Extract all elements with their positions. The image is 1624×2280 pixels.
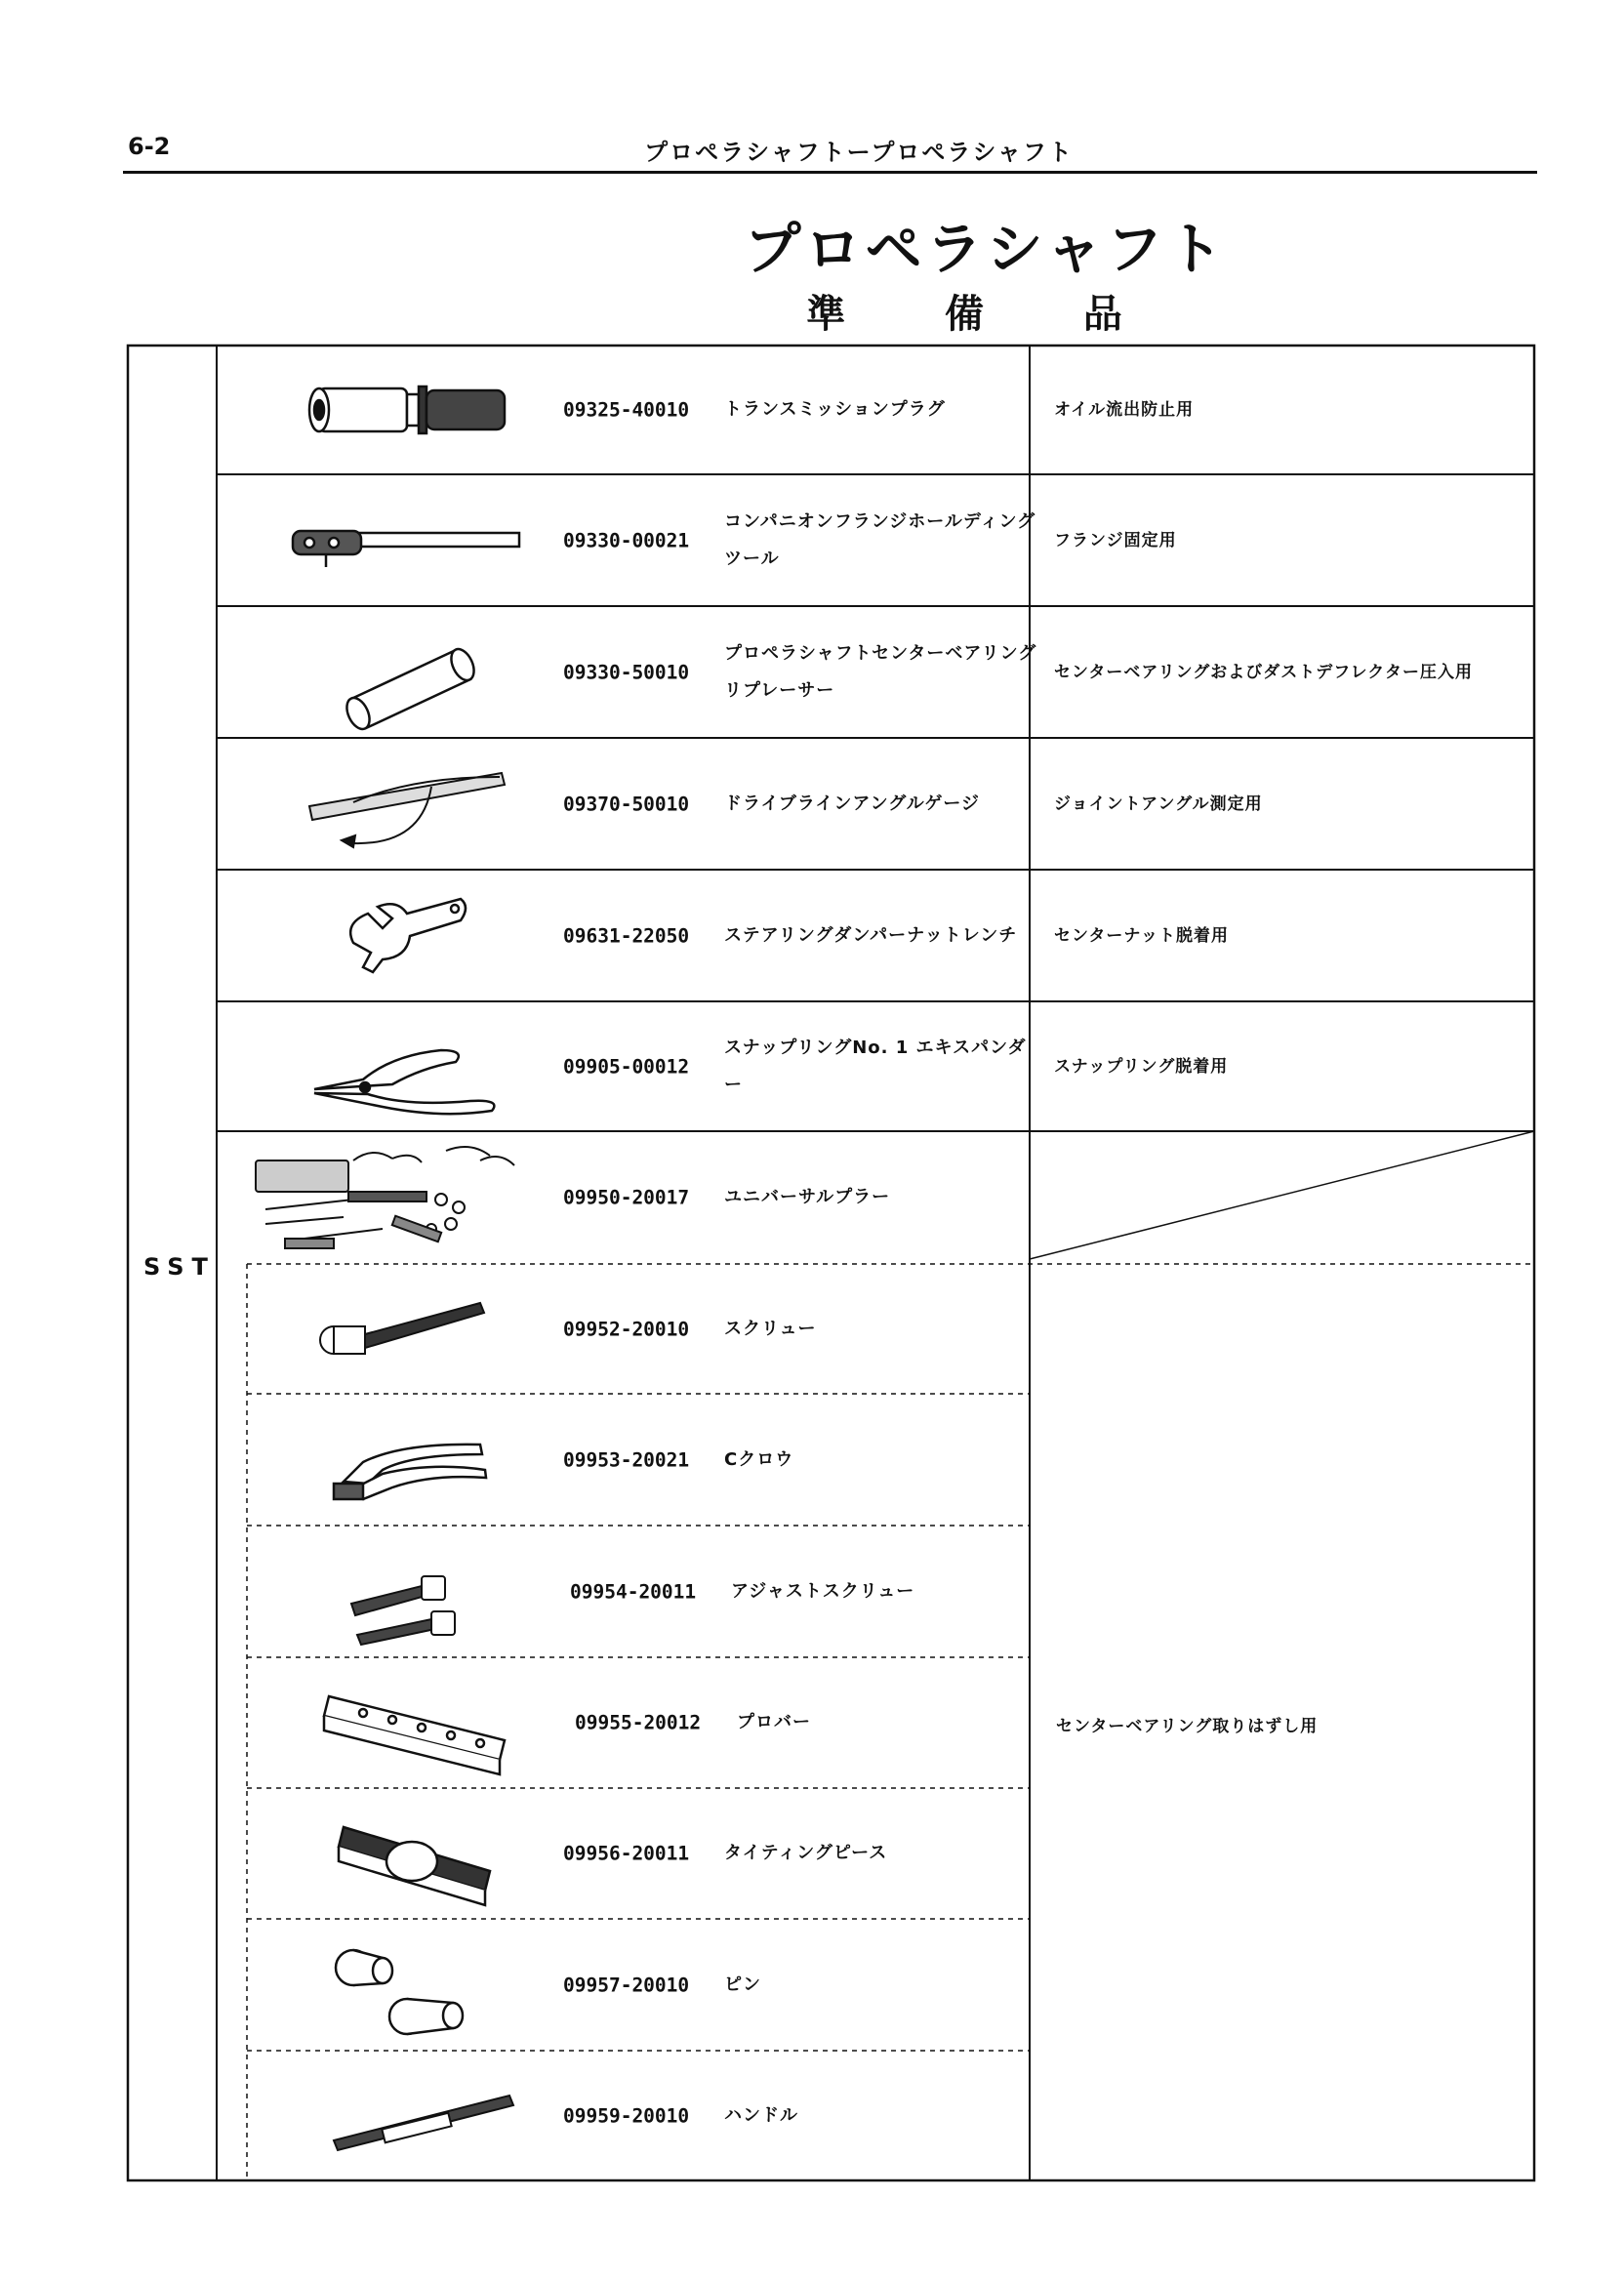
tool-name: プロバー bbox=[737, 1712, 811, 1732]
table-row bbox=[217, 1919, 1532, 2051]
part-number: 09959-20010 bbox=[563, 2104, 690, 2127]
part-number: 09330-50010 bbox=[563, 661, 690, 683]
screw-icon bbox=[236, 1264, 529, 1394]
adjust-screw-icon bbox=[236, 1526, 529, 1657]
tool-name: トランスミッションプラグ bbox=[724, 399, 946, 420]
tool-use: センターナット脱着用 bbox=[1054, 925, 1229, 946]
bearing-replacer-icon bbox=[236, 606, 529, 738]
tool-name: ドライブラインアングルゲージ bbox=[724, 793, 981, 814]
tool-name: ピン bbox=[724, 1974, 761, 1995]
table-row bbox=[217, 1264, 1532, 1394]
part-number: 09950-20017 bbox=[563, 1186, 690, 1209]
universal-puller-set-icon bbox=[246, 1131, 548, 1264]
table-row bbox=[217, 606, 1532, 738]
part-number: 09956-20011 bbox=[563, 1842, 690, 1865]
tool-use: オイル流出防止用 bbox=[1054, 400, 1195, 420]
tool-name: ハンドル bbox=[724, 2104, 798, 2126]
tool-name: タイティングピース bbox=[724, 1843, 888, 1863]
flange-holding-tool-icon bbox=[236, 474, 529, 606]
tool-name: アジャストスクリュー bbox=[731, 1580, 915, 1602]
pro-bar-icon bbox=[236, 1657, 529, 1788]
nut-wrench-icon bbox=[236, 870, 529, 1001]
part-number: 09370-50010 bbox=[563, 793, 690, 815]
part-number: 09330-00021 bbox=[563, 529, 690, 551]
handle-icon bbox=[236, 2051, 529, 2180]
page-number: 6-2 bbox=[128, 133, 171, 160]
running-title: プロペラシャフトープロペラシャフト bbox=[644, 139, 1074, 166]
tool-name: ステアリングダンパーナットレンチ bbox=[724, 924, 1018, 946]
tool-name: スナップリングNo. 1 エキスパンダー bbox=[724, 1037, 1027, 1095]
tool-name: コンパニオンフランジホールディングツール bbox=[724, 510, 1036, 569]
tool-name: ユニバーサルプラー bbox=[724, 1187, 891, 1207]
shared-use-text: センターベアリング取りはずし用 bbox=[1056, 1717, 1319, 1736]
tool-use: センターベアリングおよびダストデフレクター圧入用 bbox=[1054, 662, 1473, 682]
part-number: 09952-20010 bbox=[563, 1318, 690, 1340]
table-row bbox=[217, 870, 1532, 1001]
part-number: 09325-40010 bbox=[563, 398, 690, 422]
tool-name: スクリュー bbox=[724, 1318, 817, 1339]
table-row bbox=[217, 738, 1532, 870]
part-number: 09954-20011 bbox=[570, 1580, 697, 1603]
tool-use: フランジ固定用 bbox=[1054, 530, 1177, 550]
tool-name: プロペラシャフトセンターベアリングリプレーサー bbox=[724, 642, 1037, 701]
part-number: 09955-20012 bbox=[575, 1711, 702, 1734]
angle-gauge-icon bbox=[236, 738, 529, 870]
tightening-piece-icon bbox=[236, 1788, 529, 1919]
pin-icon bbox=[236, 1919, 529, 2051]
table-row bbox=[217, 2051, 1532, 2180]
table-row bbox=[217, 1394, 1532, 1526]
page-title: プロペラシャフト bbox=[744, 216, 1228, 282]
sst-category-label: SST bbox=[143, 1253, 216, 1281]
snap-ring-expander-icon bbox=[236, 1001, 529, 1131]
table-row bbox=[217, 474, 1532, 606]
section-subtitle: 準 備 品 bbox=[806, 292, 1165, 337]
tool-use: ジョイントアングル測定用 bbox=[1054, 794, 1263, 814]
transmission-plug-icon bbox=[236, 346, 529, 474]
tool-name: Cクロウ bbox=[724, 1448, 794, 1470]
c-claw-icon bbox=[236, 1394, 529, 1526]
part-number: 09957-20010 bbox=[563, 1974, 690, 1996]
table-row bbox=[217, 346, 1532, 474]
table-row bbox=[217, 1526, 1532, 1657]
table-row bbox=[217, 1131, 1532, 1264]
tool-use: スナップリング脱着用 bbox=[1054, 1056, 1229, 1077]
table-row bbox=[217, 1657, 1532, 1788]
part-number: 09905-00012 bbox=[563, 1055, 690, 1078]
part-number: 09631-22050 bbox=[563, 924, 690, 947]
part-number: 09953-20021 bbox=[563, 1448, 690, 1471]
table-row bbox=[217, 1788, 1532, 1919]
table-row bbox=[217, 1001, 1532, 1131]
